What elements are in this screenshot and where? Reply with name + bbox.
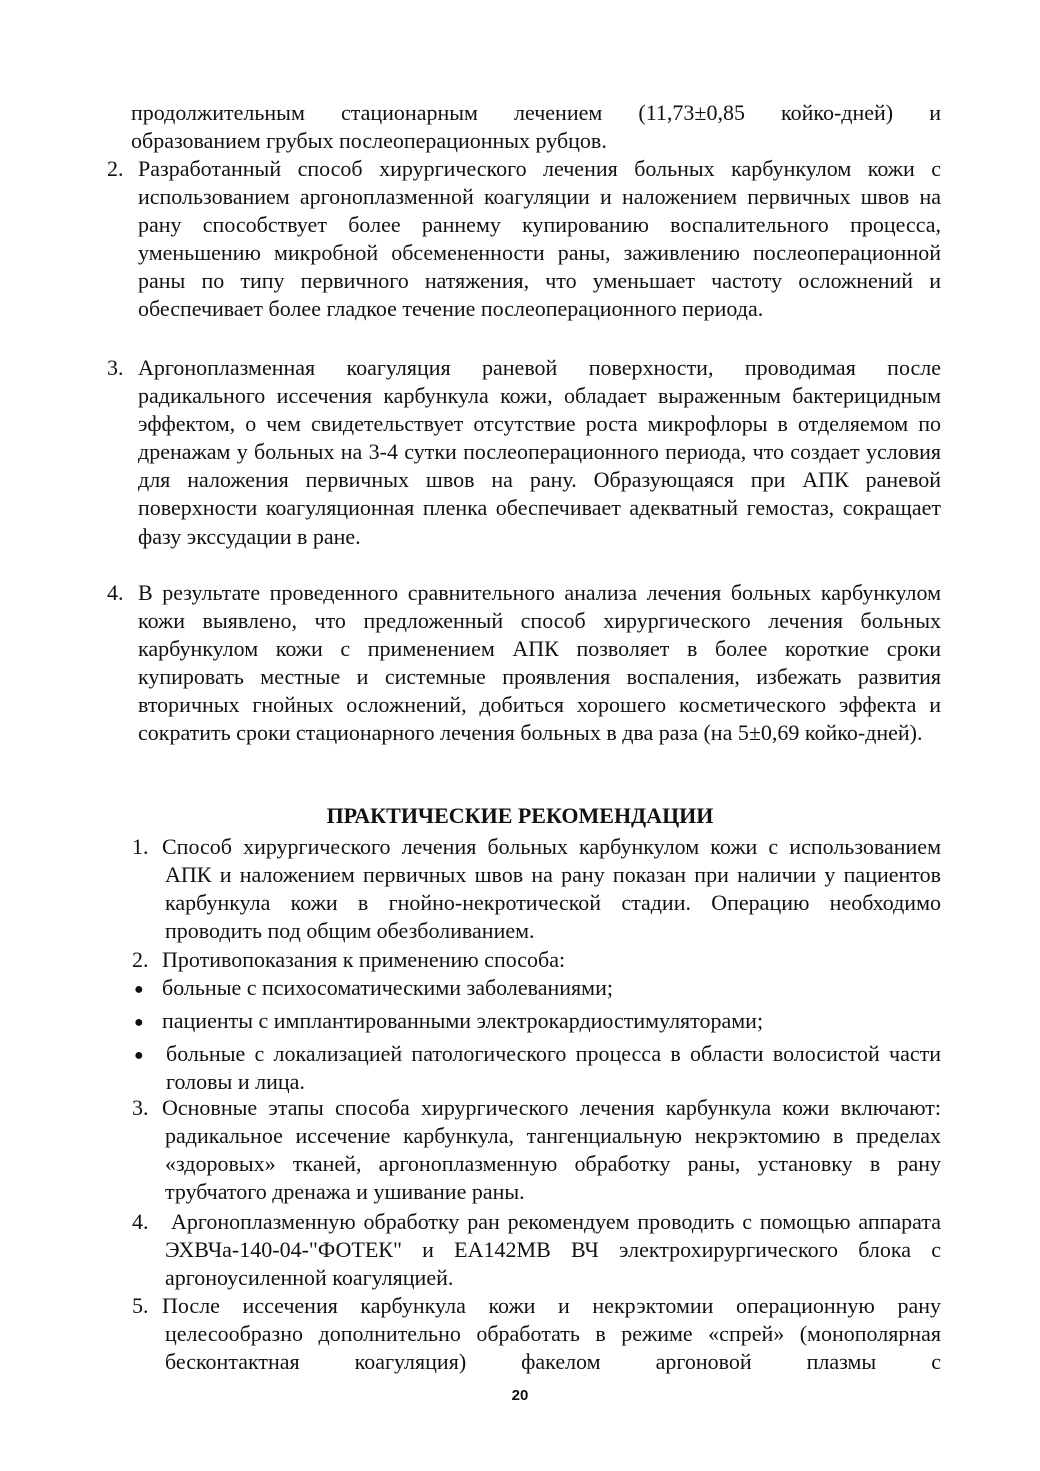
bullet-text: пациенты с имплантированными электрокардиостимуляторами;: [162, 1008, 764, 1033]
section-heading: ПРАКТИЧЕСКИЕ РЕКОМЕНДАЦИИ: [326, 803, 714, 828]
recommendation-number: 4.: [132, 1209, 149, 1234]
bullet-icon: ●: [134, 981, 144, 998]
bullet-text: больные с локализацией патологического процесса в области волосистой части головы и лица.: [166, 1041, 941, 1095]
intro-line-1: продолжительным стационарным лечением (11,73±0,85 койко-дней) и: [131, 100, 941, 125]
recommendation-number: 2.: [132, 947, 149, 972]
recommendation-text: Аргоноплазменную обработку ран рекомендуем проводить с помощью аппарата ЭХВЧа-140-04-"ФОТЕК" и ЕА142МВ ВЧ электрохирургического блока с аргоноусиленной коагуляцией.: [165, 1209, 941, 1291]
conclusion-text: В результате проведенного сравнительного анализа лечения больных карбункулом кожи выявлено, что предложенный способ хирургического лечения больных карбункулом кожи с применением АПК позволяет в более короткие сроки купировать местные и системные проявления воспаления, избежать развития вторичных гнойных осложнений, добиться хорошего косметического эффекта и сократить сроки стационарного лечения больных в два раза (на 5±0,69 койко-дней).: [138, 580, 941, 746]
bullet-icon: ●: [134, 1047, 144, 1064]
conclusion-text: Разработанный способ хирургического лечения больных карбункулом кожи с использованием аргоноплазменной коагуляции и наложением первичных швов на рану способствует более раннему купированию воспалительного процесса, уменьшению микробной обсемененности раны, заживлению послеоперационной раны по типу первичного натяжения, что уменьшает частоту осложнений и обеспечивает более гладкое течение послеоперационного периода.: [138, 156, 941, 322]
recommendation-text: Основные этапы способа хирургического лечения карбункула кожи включают: радикальное иссечение карбункула, тангенциальную некрэктомию в пределах «здоровых» тканей, аргоноплазменную обработку раны, установку в рану трубчатого дренажа и ушивание раны.: [162, 1095, 941, 1205]
conclusion-number: 3.: [107, 355, 124, 380]
conclusion-number: 2.: [107, 156, 124, 181]
recommendation-number: 5.: [132, 1293, 149, 1318]
recommendation-text: Способ хирургического лечения больных карбункулом кожи с использованием АПК и наложением первичных швов на рану показан при наличии у пациентов карбункула кожи в гнойно-некротической стадии. Операцию необходимо проводить под общим обезболиванием.: [162, 834, 941, 944]
bullet-text: больные с психосоматическими заболеваниями;: [162, 975, 613, 1000]
recommendation-number: 3.: [132, 1095, 149, 1120]
recommendation-number: 1.: [132, 834, 149, 859]
conclusion-text: Аргоноплазменная коагуляция раневой поверхности, проводимая после радикального иссечения карбункула кожи, обладает выраженным бактерицидным эффектом, о чем свидетельствует отсутствие роста микрофлоры в отделяемом по дренажам у больных на 3-4 сутки послеоперационного периода, что создает условия для наложения первичных швов на рану. Образующаяся при АПК раневой поверхности коагуляционная пленка обеспечивает адекватный гемостаз, сокращает фазу экссудации в ране.: [138, 355, 941, 549]
recommendation-text: Противопоказания к применению способа:: [162, 947, 566, 972]
bullet-icon: ●: [134, 1014, 144, 1031]
conclusion-number: 4.: [107, 580, 124, 605]
intro-line-2: образованием грубых послеоперационных рубцов.: [131, 128, 607, 153]
page-number: 20: [511, 1387, 529, 1404]
recommendation-text: После иссечения карбункула кожи и некрэктомии операционную рану целесообразно дополнительно обработать в режиме «спрей» (монополярная бесконтактная коагуляция) факелом аргоновой плазмы с: [162, 1293, 941, 1375]
